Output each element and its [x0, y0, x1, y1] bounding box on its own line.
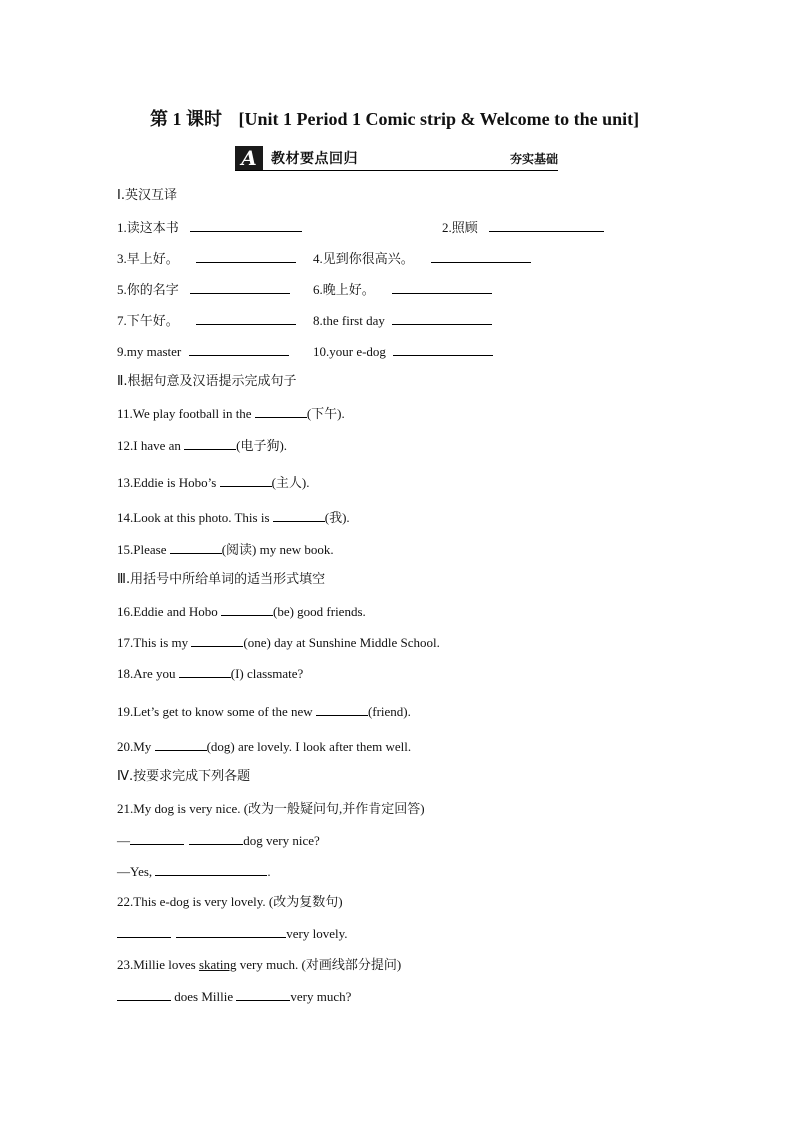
- question-12-text: 12.I have an: [117, 438, 185, 453]
- dash: —: [117, 833, 130, 848]
- answer-blank[interactable]: [190, 280, 290, 294]
- question-23-line-1: [117, 987, 351, 1006]
- question-21-tail: dog very nice?: [243, 833, 320, 848]
- answer-blank[interactable]: [155, 862, 267, 876]
- question-15-hint: (阅读) my new book.: [221, 542, 334, 557]
- question-14-hint: (我).: [324, 510, 350, 525]
- question-14-text: 14.Look at this photo. This is: [117, 510, 273, 525]
- answer-blank[interactable]: [170, 540, 222, 554]
- section-4-heading: Ⅳ.按要求完成下列各题: [117, 769, 251, 784]
- question-23: [117, 956, 401, 974]
- question-20-text: 20.My: [117, 739, 155, 754]
- answer-blank[interactable]: [117, 987, 171, 1001]
- answer-blank[interactable]: [220, 473, 272, 487]
- question-7-text: 7.下午好。: [117, 313, 179, 328]
- banner-title: 教材要点回归: [271, 151, 358, 167]
- question-19-hint: (friend).: [367, 704, 411, 719]
- question-18-hint: (I) classmate?: [230, 666, 304, 681]
- question-8: [313, 311, 492, 330]
- answer-blank[interactable]: [176, 924, 286, 938]
- question-13-hint: (主人).: [271, 475, 310, 490]
- question-5-text: 5.你的名字: [117, 282, 179, 297]
- question-6: [313, 280, 492, 299]
- question-5: [117, 280, 290, 299]
- question-4-text: 4.见到你很高兴。: [313, 251, 414, 266]
- question-10-text: 10.your e-dog: [313, 344, 386, 359]
- question-17-hint: (one) day at Sunshine Middle School.: [243, 635, 440, 650]
- question-19-text: 19.Let’s get to know some of the new: [117, 704, 316, 719]
- question-11-hint: (下午).: [306, 406, 345, 421]
- question-23-instruction: very much. (对画线部分提问): [236, 957, 402, 972]
- answer-blank[interactable]: [196, 311, 296, 325]
- question-23-text: 23.Millie loves: [117, 957, 199, 972]
- question-11: [117, 404, 345, 423]
- question-22: 22.This e-dog is very lovely. (改为复数句): [117, 894, 343, 909]
- question-9-text: 9.my master: [117, 344, 182, 359]
- question-12-hint: (电子狗).: [236, 438, 288, 453]
- section-1-heading: Ⅰ.英汉互译: [117, 188, 177, 203]
- banner-tag: 夯实基础: [509, 152, 558, 166]
- question-15-text: 15.Please: [117, 542, 170, 557]
- question-21-line-1: [117, 831, 320, 850]
- question-8-text: 8.the first day: [313, 313, 385, 328]
- question-13: [117, 473, 309, 492]
- question-3-text: 3.早上好。: [117, 251, 179, 266]
- question-2: [442, 218, 604, 237]
- period: .: [267, 864, 271, 879]
- question-18: [117, 664, 303, 683]
- answer-blank[interactable]: [392, 280, 492, 294]
- banner-a-icon: A: [235, 146, 263, 170]
- question-7: [117, 311, 296, 330]
- question-3: [117, 249, 296, 268]
- question-1-text: 1.读这本书: [117, 220, 179, 235]
- question-20-hint: (dog) are lovely. I look after them well.: [206, 739, 412, 754]
- answer-blank[interactable]: [130, 831, 184, 845]
- question-17-text: 17.This is my: [117, 635, 192, 650]
- section-2-heading: Ⅱ.根据句意及汉语提示完成句子: [117, 374, 297, 389]
- question-16-text: 16.Eddie and Hobo: [117, 604, 221, 619]
- question-19: [117, 702, 411, 721]
- question-14: [117, 508, 350, 527]
- answer-blank[interactable]: [236, 987, 290, 1001]
- question-10: [313, 342, 493, 361]
- question-21-yes: —Yes,: [117, 864, 156, 879]
- question-15: [117, 540, 334, 559]
- question-23-tail: very much?: [290, 989, 352, 1004]
- question-17: [117, 633, 440, 652]
- question-11-text: 11.We play football in the: [117, 406, 255, 421]
- question-22-tail: very lovely.: [286, 926, 348, 941]
- answer-blank[interactable]: [179, 664, 231, 678]
- answer-blank[interactable]: [273, 508, 325, 522]
- question-2-text: 2.照顾: [442, 220, 478, 235]
- answer-blank[interactable]: [431, 249, 531, 263]
- answer-blank[interactable]: [189, 831, 243, 845]
- question-6-text: 6.晚上好。: [313, 282, 375, 297]
- answer-blank[interactable]: [184, 436, 236, 450]
- question-12: [117, 436, 287, 455]
- answer-blank[interactable]: [190, 218, 302, 232]
- answer-blank[interactable]: [393, 342, 493, 356]
- section-3-heading: Ⅲ.用括号中所给单词的适当形式填空: [117, 572, 326, 587]
- lesson-number: 第 1 课时: [150, 109, 222, 129]
- answer-blank[interactable]: [196, 249, 296, 263]
- answer-blank[interactable]: [392, 311, 492, 325]
- answer-blank[interactable]: [221, 602, 273, 616]
- underlined-word: skating: [198, 957, 237, 972]
- unit-title: [Unit 1 Period 1 Comic strip & Welcome to the unit]: [238, 109, 640, 129]
- answer-blank[interactable]: [191, 633, 243, 647]
- answer-blank[interactable]: [489, 218, 604, 232]
- question-18-text: 18.Are you: [117, 666, 179, 681]
- question-20: [117, 737, 411, 756]
- question-16: [117, 602, 366, 621]
- answer-blank[interactable]: [117, 924, 171, 938]
- question-1: [117, 218, 302, 237]
- answer-blank[interactable]: [316, 702, 368, 716]
- question-16-hint: (be) good friends.: [272, 604, 366, 619]
- answer-blank[interactable]: [189, 342, 289, 356]
- question-21: 21.My dog is very nice. (改为一般疑问句,并作肯定回答): [117, 801, 425, 816]
- answer-blank[interactable]: [255, 404, 307, 418]
- question-21-line-2: [117, 862, 271, 881]
- question-4: [313, 249, 531, 268]
- question-9: [117, 342, 289, 361]
- page-title: [150, 105, 750, 131]
- question-22-line-1: [117, 924, 348, 943]
- question-13-text: 13.Eddie is Hobo’s: [117, 475, 220, 490]
- question-23-middle: does Millie: [171, 989, 237, 1004]
- section-banner: [235, 146, 558, 171]
- answer-blank[interactable]: [155, 737, 207, 751]
